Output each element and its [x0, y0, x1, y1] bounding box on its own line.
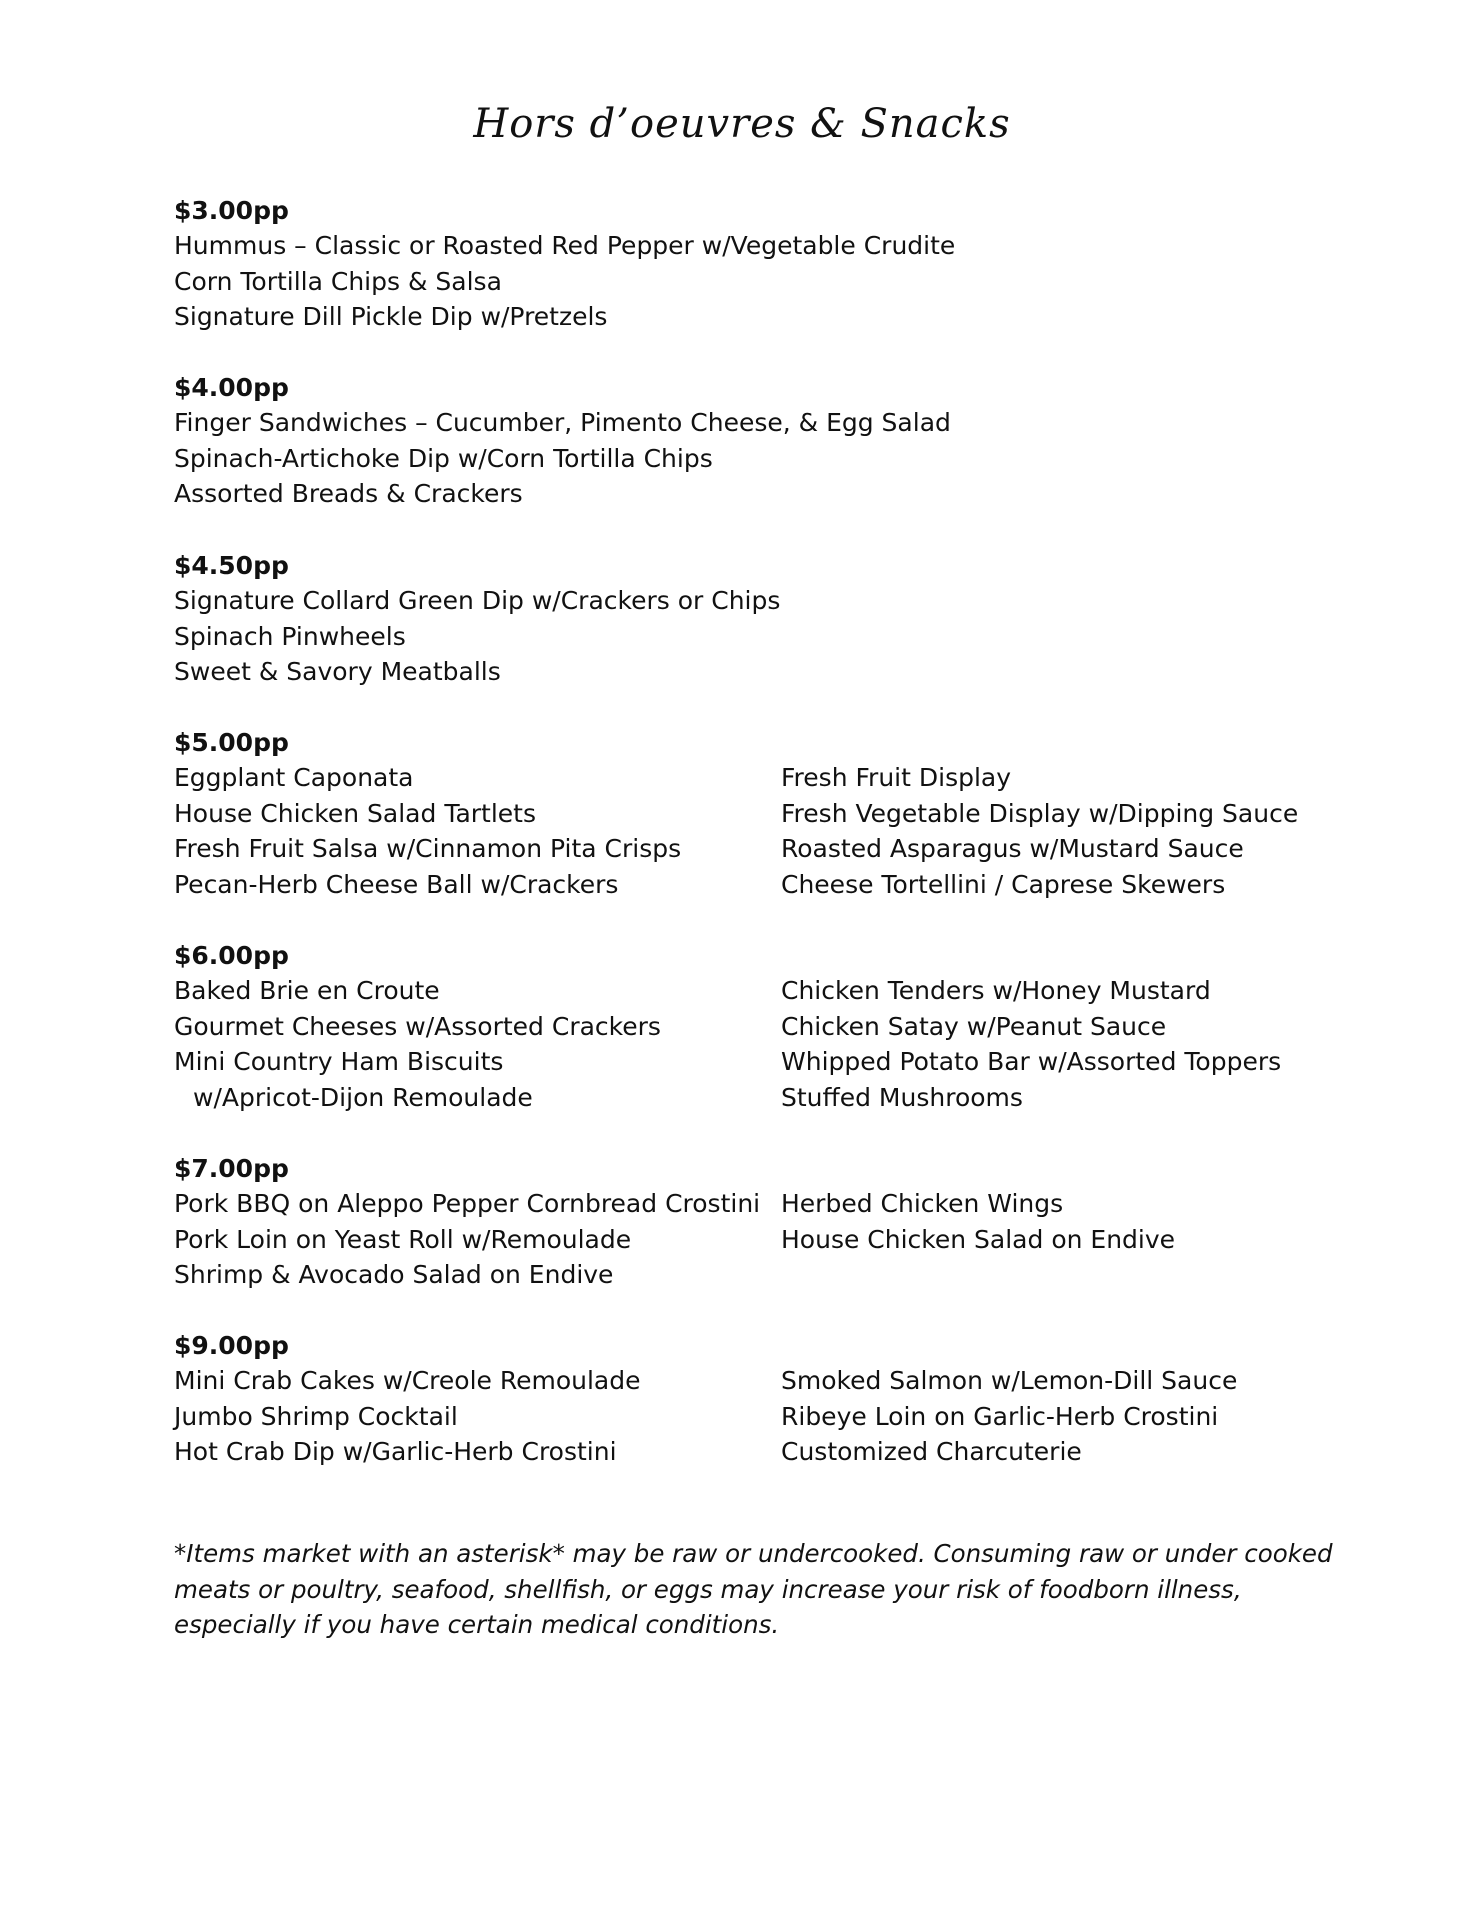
menu-item: Sweet & Savory Meatballs	[174, 657, 501, 686]
menu-item-continuation: w/Apricot-Dijon Remoulade	[193, 1082, 533, 1112]
price-section-4-50	[174, 549, 1334, 690]
menu-item: Fresh Fruit Salsa w/Cinnamon Pita Crisps	[174, 834, 682, 863]
menu-item: Mini Country Ham Biscuits	[174, 1047, 504, 1076]
menu-item: Herbed Chicken Wings	[781, 1189, 1064, 1218]
menu-column-left	[174, 1186, 781, 1293]
price-section-4-00	[174, 371, 1334, 512]
menu-item: Roasted Asparagus w/Mustard Sauce	[781, 834, 1244, 863]
menu-item: Smoked Salmon w/Lemon-Dill Sauce	[781, 1366, 1238, 1395]
price-section-5-00	[174, 726, 1334, 902]
menu-item: Pork BBQ on Aleppo Pepper Cornbread Crostini	[174, 1189, 761, 1218]
menu-item: Spinach Pinwheels	[174, 621, 406, 651]
disclaimer-line: meats or poultry, seafood, shellfish, or eggs may increase your risk of foodborn illness,	[174, 1574, 1242, 1604]
menu-item: Customized Charcuterie	[781, 1437, 1082, 1466]
disclaimer-line: *Items market with an asterisk* may be raw or undercooked. Consuming raw or under cooked	[174, 1539, 1333, 1568]
menu-item: Ribeye Loin on Garlic-Herb Crostini	[781, 1401, 1219, 1431]
menu-column-right	[781, 1363, 1334, 1470]
menu-item: Chicken Satay w/Peanut Sauce	[781, 1011, 1167, 1041]
menu-column-left	[174, 228, 956, 335]
menu-column-left	[174, 1363, 781, 1470]
menu-item: Jumbo Shrimp Cocktail	[174, 1401, 458, 1431]
price-heading: $3.00pp	[174, 196, 289, 225]
menu-item: House Chicken Salad Tartlets	[174, 798, 536, 828]
price-heading: $4.00pp	[174, 373, 289, 402]
menu-item: Finger Sandwiches – Cucumber, Pimento Cheese, & Egg Salad	[174, 408, 951, 437]
price-section-7-00	[174, 1152, 1334, 1293]
menu-column-right	[781, 973, 1334, 1115]
menu-item: Signature Dill Pickle Dip w/Pretzels	[174, 302, 608, 331]
price-section-3-00	[174, 194, 1334, 335]
menu-item: Eggplant Caponata	[174, 763, 414, 792]
menu-item: Cheese Tortellini / Caprese Skewers	[781, 869, 1226, 899]
price-heading: $9.00pp	[174, 1331, 289, 1360]
menu-item: Shrimp & Avocado Salad on Endive	[174, 1260, 614, 1289]
menu-item: Mini Crab Cakes w/Creole Remoulade	[174, 1366, 641, 1395]
menu-column-right	[781, 1186, 1334, 1293]
menu-item: Whipped Potato Bar w/Assorted Toppers	[781, 1047, 1282, 1076]
menu-item: Gourmet Cheeses w/Assorted Crackers	[174, 1011, 661, 1041]
menu-item: Pork Loin on Yeast Roll w/Remoulade	[174, 1224, 632, 1254]
menu-item: Pecan-Herb Cheese Ball w/Crackers	[174, 869, 619, 899]
menu-item: House Chicken Salad on Endive	[781, 1224, 1176, 1254]
menu-item: Fresh Vegetable Display w/Dipping Sauce	[781, 798, 1299, 828]
menu-column-left	[174, 405, 951, 512]
menu-item: Baked Brie en Croute	[174, 976, 440, 1005]
menu-item: Assorted Breads & Crackers	[174, 479, 523, 508]
menu-item: Stuffed Mushrooms	[781, 1082, 1023, 1112]
page-title: Hors d’oeuvres & Snacks	[473, 101, 1011, 147]
menu-column-left	[174, 583, 781, 690]
food-safety-disclaimer	[174, 1536, 1333, 1643]
menu-column-left	[174, 760, 781, 902]
price-heading: $7.00pp	[174, 1154, 289, 1183]
disclaimer-line: especially if you have certain medical conditions.	[174, 1610, 780, 1639]
menu-column-right	[781, 760, 1334, 902]
menu-item: Hot Crab Dip w/Garlic-Herb Crostini	[174, 1437, 617, 1466]
menu-item: Spinach-Artichoke Dip w/Corn Tortilla Chips	[174, 443, 713, 473]
price-section-9-00	[174, 1329, 1334, 1470]
menu-item: Fresh Fruit Display	[781, 763, 1012, 792]
menu-item: Signature Collard Green Dip w/Crackers or Chips	[174, 586, 781, 615]
menu-column-left	[174, 973, 781, 1115]
price-heading: $4.50pp	[174, 551, 289, 580]
price-heading: $5.00pp	[174, 728, 289, 757]
menu-item: Hummus – Classic or Roasted Red Pepper w/Vegetable Crudite	[174, 231, 956, 260]
price-heading: $6.00pp	[174, 941, 289, 970]
menu-item: Corn Tortilla Chips & Salsa	[174, 266, 502, 296]
price-section-6-00	[174, 939, 1334, 1115]
menu-item: Chicken Tenders w/Honey Mustard	[781, 976, 1211, 1005]
